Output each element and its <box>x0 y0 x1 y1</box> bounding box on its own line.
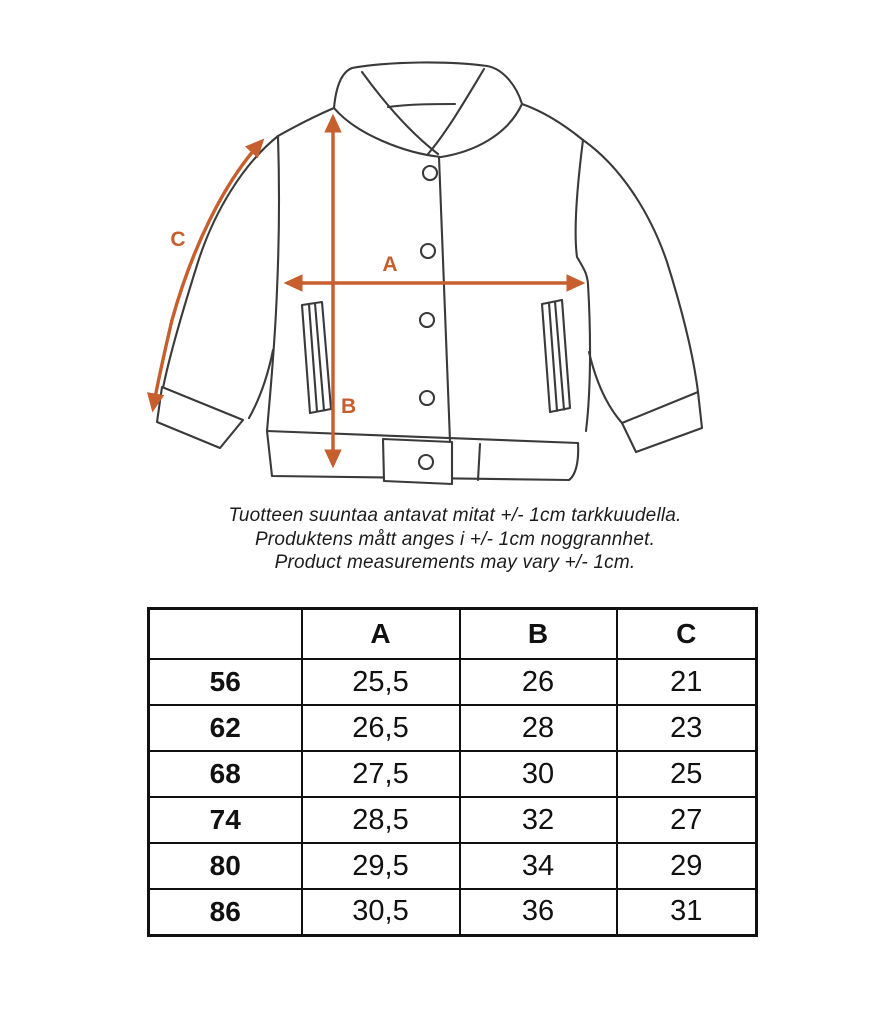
right-pocket <box>542 300 570 412</box>
value-cell: 34 <box>460 843 617 889</box>
value-cell: 26 <box>460 659 617 705</box>
value-cell: 28 <box>460 705 617 751</box>
note-finnish: Tuotteen suuntaa antavat mitat +/- 1cm tarkkuudella. <box>228 505 682 526</box>
snap-button <box>420 391 434 405</box>
size-cell: 62 <box>149 705 302 751</box>
value-cell: 30 <box>460 751 617 797</box>
measure-label-b: B <box>341 395 357 418</box>
table-row <box>149 797 757 843</box>
table-row <box>149 705 757 751</box>
table-header-row <box>149 609 757 660</box>
table-row <box>149 843 757 889</box>
size-cell: 56 <box>149 659 302 705</box>
snap-button <box>420 313 434 327</box>
measure-label-a: A <box>382 253 398 276</box>
left-cuff <box>157 387 243 448</box>
value-cell: 29 <box>617 843 757 889</box>
value-cell: 29,5 <box>302 843 460 889</box>
value-cell: 27 <box>617 797 757 843</box>
value-cell: 32 <box>460 797 617 843</box>
shawl-collar <box>334 62 522 157</box>
size-cell: 68 <box>149 751 302 797</box>
note-english: Product measurements may vary +/- 1cm. <box>274 552 636 573</box>
size-table <box>147 607 758 937</box>
measure-arrow-c <box>153 141 262 409</box>
header-a: A <box>302 609 460 660</box>
table-row <box>149 889 757 935</box>
value-cell: 23 <box>617 705 757 751</box>
value-cell: 27,5 <box>302 751 460 797</box>
right-sleeve <box>583 140 702 452</box>
value-cell: 36 <box>460 889 617 935</box>
snap-button <box>423 166 437 180</box>
table-row <box>149 751 757 797</box>
left-sleeve <box>157 136 278 448</box>
right-cuff <box>622 392 702 452</box>
value-cell: 28,5 <box>302 797 460 843</box>
value-cell: 31 <box>617 889 757 935</box>
value-cell: 26,5 <box>302 705 460 751</box>
waistband-placket <box>383 439 452 484</box>
size-cell: 80 <box>149 843 302 889</box>
table-row <box>149 659 757 705</box>
left-pocket <box>302 302 331 413</box>
header-b: B <box>460 609 617 660</box>
waistband <box>267 431 578 484</box>
header-c: C <box>617 609 757 660</box>
header-size-blank <box>149 609 302 660</box>
size-cell: 86 <box>149 889 302 935</box>
snap-button <box>421 244 435 258</box>
measure-label-c: C <box>170 228 186 251</box>
value-cell: 25,5 <box>302 659 460 705</box>
value-cell: 30,5 <box>302 889 460 935</box>
jacket-measurement-diagram <box>0 0 894 500</box>
value-cell: 25 <box>617 751 757 797</box>
front-placket <box>419 157 450 469</box>
size-cell: 74 <box>149 797 302 843</box>
measurement-notes <box>8 504 894 575</box>
value-cell: 21 <box>617 659 757 705</box>
note-swedish: Produktens mått anges i +/- 1cm noggrannhet. <box>254 528 656 550</box>
